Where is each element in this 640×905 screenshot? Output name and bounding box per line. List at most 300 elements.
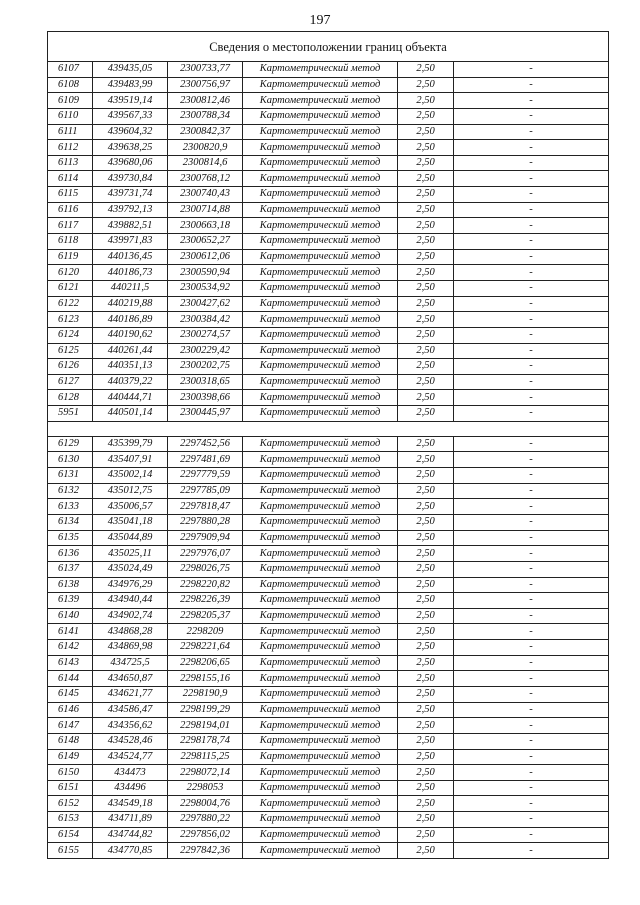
coord-x-cell: 440501,14 <box>93 406 168 422</box>
accuracy-cell: 2,50 <box>398 671 454 687</box>
point-number-cell: 6130 <box>48 452 93 468</box>
description-cell: - <box>454 202 609 218</box>
coord-x-cell: 439882,51 <box>93 218 168 234</box>
description-cell: - <box>454 62 609 78</box>
table-body <box>48 32 609 859</box>
point-number-cell: 6116 <box>48 202 93 218</box>
coord-x-cell: 434473 <box>93 765 168 781</box>
accuracy-cell: 2,50 <box>398 343 454 359</box>
description-cell: - <box>454 483 609 499</box>
table-row <box>48 561 609 577</box>
method-cell: Картометрический метод <box>243 718 398 734</box>
coord-x-cell: 434496 <box>93 780 168 796</box>
description-cell: - <box>454 452 609 468</box>
method-cell: Картометрический метод <box>243 843 398 859</box>
method-cell: Картометрический метод <box>243 733 398 749</box>
table-row <box>48 93 609 109</box>
table-row <box>48 249 609 265</box>
accuracy-cell: 2,50 <box>398 108 454 124</box>
method-cell: Картометрический метод <box>243 483 398 499</box>
coord-x-cell: 439604,32 <box>93 124 168 140</box>
coord-x-cell: 439680,06 <box>93 155 168 171</box>
accuracy-cell: 2,50 <box>398 780 454 796</box>
accuracy-cell: 2,50 <box>398 577 454 593</box>
accuracy-cell: 2,50 <box>398 608 454 624</box>
description-cell: - <box>454 359 609 375</box>
point-number-cell: 6153 <box>48 812 93 828</box>
point-number-cell: 6125 <box>48 343 93 359</box>
coord-y-cell: 2298205,37 <box>168 608 243 624</box>
coord-x-cell: 435025,11 <box>93 546 168 562</box>
point-number-cell: 6151 <box>48 780 93 796</box>
description-cell: - <box>454 843 609 859</box>
table-row <box>48 499 609 515</box>
coord-y-cell: 2298206,65 <box>168 655 243 671</box>
accuracy-cell: 2,50 <box>398 359 454 375</box>
coord-y-cell: 2300733,77 <box>168 62 243 78</box>
coord-x-cell: 434528,46 <box>93 733 168 749</box>
method-cell: Картометрический метод <box>243 343 398 359</box>
point-number-cell: 6140 <box>48 608 93 624</box>
table-row <box>48 702 609 718</box>
method-cell: Картометрический метод <box>243 436 398 452</box>
description-cell: - <box>454 436 609 452</box>
coord-y-cell: 2297818,47 <box>168 499 243 515</box>
accuracy-cell: 2,50 <box>398 546 454 562</box>
table-row <box>48 765 609 781</box>
coord-y-cell: 2300427,62 <box>168 296 243 312</box>
accuracy-cell: 2,50 <box>398 202 454 218</box>
table-row <box>48 749 609 765</box>
accuracy-cell: 2,50 <box>398 499 454 515</box>
coord-x-cell: 440219,88 <box>93 296 168 312</box>
coord-y-cell: 2297909,94 <box>168 530 243 546</box>
method-cell: Картометрический метод <box>243 327 398 343</box>
accuracy-cell: 2,50 <box>398 187 454 203</box>
table-row <box>48 218 609 234</box>
method-cell: Картометрический метод <box>243 796 398 812</box>
method-cell: Картометрический метод <box>243 249 398 265</box>
table-row <box>48 593 609 609</box>
accuracy-cell: 2,50 <box>398 390 454 406</box>
table-row <box>48 624 609 640</box>
point-number-cell: 6136 <box>48 546 93 562</box>
method-cell: Картометрический метод <box>243 218 398 234</box>
coord-x-cell: 434586,47 <box>93 702 168 718</box>
description-cell: - <box>454 530 609 546</box>
point-number-cell: 6115 <box>48 187 93 203</box>
coord-x-cell: 440261,44 <box>93 343 168 359</box>
coord-y-cell: 2298178,74 <box>168 733 243 749</box>
table-row <box>48 187 609 203</box>
table-row <box>48 452 609 468</box>
method-cell: Картометрический метод <box>243 124 398 140</box>
point-number-cell: 6126 <box>48 359 93 375</box>
coord-y-cell: 2300274,57 <box>168 327 243 343</box>
table-row <box>48 671 609 687</box>
table-row <box>48 312 609 328</box>
method-cell: Картометрический метод <box>243 749 398 765</box>
coord-x-cell: 440186,73 <box>93 265 168 281</box>
method-cell: Картометрический метод <box>243 655 398 671</box>
description-cell: - <box>454 718 609 734</box>
point-number-cell: 6108 <box>48 77 93 93</box>
point-number-cell: 6132 <box>48 483 93 499</box>
description-cell: - <box>454 406 609 422</box>
accuracy-cell: 2,50 <box>398 93 454 109</box>
accuracy-cell: 2,50 <box>398 827 454 843</box>
method-cell: Картометрический метод <box>243 593 398 609</box>
coord-x-cell: 440351,13 <box>93 359 168 375</box>
coord-y-cell: 2297856,02 <box>168 827 243 843</box>
table-row <box>48 733 609 749</box>
coord-y-cell: 2300534,92 <box>168 280 243 296</box>
accuracy-cell: 2,50 <box>398 140 454 156</box>
point-number-cell: 6120 <box>48 265 93 281</box>
table-row <box>48 655 609 671</box>
coord-y-cell: 2297779,59 <box>168 468 243 484</box>
coord-y-cell: 2300814,6 <box>168 155 243 171</box>
method-cell: Картометрический метод <box>243 187 398 203</box>
accuracy-cell: 2,50 <box>398 530 454 546</box>
accuracy-cell: 2,50 <box>398 374 454 390</box>
coord-y-cell: 2300788,34 <box>168 108 243 124</box>
coord-x-cell: 439638,25 <box>93 140 168 156</box>
description-cell: - <box>454 827 609 843</box>
accuracy-cell: 2,50 <box>398 686 454 702</box>
point-number-cell: 6152 <box>48 796 93 812</box>
coord-y-cell: 2298221,64 <box>168 640 243 656</box>
accuracy-cell: 2,50 <box>398 124 454 140</box>
coord-y-cell: 2298194,01 <box>168 718 243 734</box>
description-cell: - <box>454 187 609 203</box>
method-cell: Картометрический метод <box>243 140 398 156</box>
coord-x-cell: 434725,5 <box>93 655 168 671</box>
point-number-cell: 6107 <box>48 62 93 78</box>
coord-x-cell: 434744,82 <box>93 827 168 843</box>
method-cell: Картометрический метод <box>243 234 398 250</box>
point-number-cell: 6154 <box>48 827 93 843</box>
coord-x-cell: 439731,74 <box>93 187 168 203</box>
coord-x-cell: 434940,44 <box>93 593 168 609</box>
description-cell: - <box>454 77 609 93</box>
description-cell: - <box>454 265 609 281</box>
coord-y-cell: 2298220,82 <box>168 577 243 593</box>
table-row <box>48 468 609 484</box>
accuracy-cell: 2,50 <box>398 327 454 343</box>
coord-y-cell: 2297976,07 <box>168 546 243 562</box>
coord-y-cell: 2300612,06 <box>168 249 243 265</box>
coord-y-cell: 2300318,65 <box>168 374 243 390</box>
method-cell: Картометрический метод <box>243 765 398 781</box>
method-cell: Картометрический метод <box>243 312 398 328</box>
coord-y-cell: 2297785,09 <box>168 483 243 499</box>
accuracy-cell: 2,50 <box>398 62 454 78</box>
accuracy-cell: 2,50 <box>398 312 454 328</box>
table-row <box>48 812 609 828</box>
point-number-cell: 6127 <box>48 374 93 390</box>
method-cell: Картометрический метод <box>243 93 398 109</box>
coord-x-cell: 440186,89 <box>93 312 168 328</box>
method-cell: Картометрический метод <box>243 812 398 828</box>
coord-x-cell: 434868,28 <box>93 624 168 640</box>
coord-y-cell: 2300768,12 <box>168 171 243 187</box>
method-cell: Картометрический метод <box>243 77 398 93</box>
point-number-cell: 6134 <box>48 514 93 530</box>
coord-y-cell: 2298004,76 <box>168 796 243 812</box>
method-cell: Картометрический метод <box>243 702 398 718</box>
description-cell: - <box>454 499 609 515</box>
description-cell: - <box>454 733 609 749</box>
description-cell: - <box>454 249 609 265</box>
method-cell: Картометрический метод <box>243 686 398 702</box>
method-cell: Картометрический метод <box>243 671 398 687</box>
table-row <box>48 530 609 546</box>
description-cell: - <box>454 655 609 671</box>
method-cell: Картометрический метод <box>243 514 398 530</box>
coord-y-cell: 2297880,28 <box>168 514 243 530</box>
table-row <box>48 343 609 359</box>
description-cell: - <box>454 171 609 187</box>
coord-y-cell: 2300229,42 <box>168 343 243 359</box>
coord-x-cell: 435006,57 <box>93 499 168 515</box>
description-cell: - <box>454 280 609 296</box>
table-row <box>48 514 609 530</box>
table-row <box>48 124 609 140</box>
coord-x-cell: 435002,14 <box>93 468 168 484</box>
accuracy-cell: 2,50 <box>398 77 454 93</box>
table-row <box>48 234 609 250</box>
accuracy-cell: 2,50 <box>398 406 454 422</box>
description-cell: - <box>454 624 609 640</box>
coord-y-cell: 2300398,66 <box>168 390 243 406</box>
point-number-cell: 6143 <box>48 655 93 671</box>
method-cell: Картометрический метод <box>243 577 398 593</box>
table-row <box>48 546 609 562</box>
accuracy-cell: 2,50 <box>398 483 454 499</box>
boundary-coordinates-table <box>47 31 609 859</box>
coord-y-cell: 2300652,27 <box>168 234 243 250</box>
method-cell: Картометрический метод <box>243 390 398 406</box>
description-cell: - <box>454 155 609 171</box>
table-row <box>48 718 609 734</box>
table-title: Сведения о местоположении границ объекта <box>48 32 609 62</box>
coord-y-cell: 2298026,75 <box>168 561 243 577</box>
description-cell: - <box>454 671 609 687</box>
coord-y-cell: 2300812,46 <box>168 93 243 109</box>
method-cell: Картометрический метод <box>243 296 398 312</box>
point-number-cell: 6119 <box>48 249 93 265</box>
point-number-cell: 6112 <box>48 140 93 156</box>
page-number: 197 <box>309 13 331 28</box>
coord-y-cell: 2297481,69 <box>168 452 243 468</box>
coord-x-cell: 435407,91 <box>93 452 168 468</box>
point-number-cell: 6145 <box>48 686 93 702</box>
table-row <box>48 686 609 702</box>
coord-x-cell: 434976,29 <box>93 577 168 593</box>
table-row <box>48 77 609 93</box>
method-cell: Картометрический метод <box>243 108 398 124</box>
method-cell: Картометрический метод <box>243 546 398 562</box>
table-row <box>48 296 609 312</box>
coord-x-cell: 434356,62 <box>93 718 168 734</box>
point-number-cell: 6137 <box>48 561 93 577</box>
method-cell: Картометрический метод <box>243 359 398 375</box>
table-row <box>48 780 609 796</box>
accuracy-cell: 2,50 <box>398 796 454 812</box>
description-cell: - <box>454 514 609 530</box>
coord-x-cell: 440211,5 <box>93 280 168 296</box>
description-cell: - <box>454 593 609 609</box>
point-number-cell: 6144 <box>48 671 93 687</box>
point-number-cell: 5951 <box>48 406 93 422</box>
description-cell: - <box>454 218 609 234</box>
method-cell: Картометрический метод <box>243 530 398 546</box>
point-number-cell: 6118 <box>48 234 93 250</box>
coord-y-cell: 2297452,56 <box>168 436 243 452</box>
coord-y-cell: 2300384,42 <box>168 312 243 328</box>
description-cell: - <box>454 546 609 562</box>
table-row <box>48 280 609 296</box>
coord-x-cell: 435044,89 <box>93 530 168 546</box>
point-number-cell: 6123 <box>48 312 93 328</box>
accuracy-cell: 2,50 <box>398 765 454 781</box>
accuracy-cell: 2,50 <box>398 655 454 671</box>
accuracy-cell: 2,50 <box>398 436 454 452</box>
coord-y-cell: 2297880,22 <box>168 812 243 828</box>
method-cell: Картометрический метод <box>243 468 398 484</box>
table-row <box>48 436 609 452</box>
point-number-cell: 6149 <box>48 749 93 765</box>
table-row <box>48 327 609 343</box>
accuracy-cell: 2,50 <box>398 155 454 171</box>
description-cell: - <box>454 577 609 593</box>
description-cell: - <box>454 468 609 484</box>
description-cell: - <box>454 124 609 140</box>
coord-x-cell: 439792,13 <box>93 202 168 218</box>
separator-cell <box>48 421 609 436</box>
coord-x-cell: 440379,22 <box>93 374 168 390</box>
description-cell: - <box>454 374 609 390</box>
description-cell: - <box>454 234 609 250</box>
table-row <box>48 359 609 375</box>
point-number-cell: 6111 <box>48 124 93 140</box>
method-cell: Картометрический метод <box>243 280 398 296</box>
accuracy-cell: 2,50 <box>398 234 454 250</box>
accuracy-cell: 2,50 <box>398 171 454 187</box>
accuracy-cell: 2,50 <box>398 812 454 828</box>
method-cell: Картометрический метод <box>243 374 398 390</box>
method-cell: Картометрический метод <box>243 499 398 515</box>
coord-y-cell: 2300445,97 <box>168 406 243 422</box>
coord-x-cell: 439435,05 <box>93 62 168 78</box>
description-cell: - <box>454 812 609 828</box>
point-number-cell: 6113 <box>48 155 93 171</box>
method-cell: Картометрический метод <box>243 640 398 656</box>
table-row <box>48 406 609 422</box>
coord-x-cell: 434621,77 <box>93 686 168 702</box>
description-cell: - <box>454 561 609 577</box>
method-cell: Картометрический метод <box>243 608 398 624</box>
coord-x-cell: 435041,18 <box>93 514 168 530</box>
coord-x-cell: 440136,45 <box>93 249 168 265</box>
method-cell: Картометрический метод <box>243 561 398 577</box>
table-row <box>48 796 609 812</box>
coord-x-cell: 434902,74 <box>93 608 168 624</box>
table-row <box>48 171 609 187</box>
coord-y-cell: 2300202,75 <box>168 359 243 375</box>
description-cell: - <box>454 296 609 312</box>
accuracy-cell: 2,50 <box>398 749 454 765</box>
coord-x-cell: 439730,84 <box>93 171 168 187</box>
coord-y-cell: 2300756,97 <box>168 77 243 93</box>
table-row <box>48 62 609 78</box>
method-cell: Картометрический метод <box>243 827 398 843</box>
table-row <box>48 140 609 156</box>
description-cell: - <box>454 640 609 656</box>
group-separator-row <box>48 421 609 436</box>
coord-y-cell: 2300740,43 <box>168 187 243 203</box>
coord-x-cell: 435024,49 <box>93 561 168 577</box>
method-cell: Картометрический метод <box>243 624 398 640</box>
accuracy-cell: 2,50 <box>398 296 454 312</box>
coord-y-cell: 2300820,9 <box>168 140 243 156</box>
method-cell: Картометрический метод <box>243 780 398 796</box>
point-number-cell: 6155 <box>48 843 93 859</box>
coord-y-cell: 2298199,29 <box>168 702 243 718</box>
coord-y-cell: 2298209 <box>168 624 243 640</box>
coord-x-cell: 435399,79 <box>93 436 168 452</box>
point-number-cell: 6133 <box>48 499 93 515</box>
description-cell: - <box>454 312 609 328</box>
coord-y-cell: 2298190,9 <box>168 686 243 702</box>
method-cell: Картометрический метод <box>243 155 398 171</box>
accuracy-cell: 2,50 <box>398 280 454 296</box>
accuracy-cell: 2,50 <box>398 718 454 734</box>
point-number-cell: 6129 <box>48 436 93 452</box>
description-cell: - <box>454 608 609 624</box>
coord-y-cell: 2300590,94 <box>168 265 243 281</box>
description-cell: - <box>454 702 609 718</box>
table-row <box>48 483 609 499</box>
accuracy-cell: 2,50 <box>398 640 454 656</box>
table-row <box>48 374 609 390</box>
coord-x-cell: 434869,98 <box>93 640 168 656</box>
accuracy-cell: 2,50 <box>398 593 454 609</box>
coord-x-cell: 439971,83 <box>93 234 168 250</box>
point-number-cell: 6122 <box>48 296 93 312</box>
accuracy-cell: 2,50 <box>398 843 454 859</box>
coord-y-cell: 2298226,39 <box>168 593 243 609</box>
table-row <box>48 155 609 171</box>
point-number-cell: 6150 <box>48 765 93 781</box>
accuracy-cell: 2,50 <box>398 452 454 468</box>
coord-x-cell: 439483,99 <box>93 77 168 93</box>
method-cell: Картометрический метод <box>243 406 398 422</box>
point-number-cell: 6121 <box>48 280 93 296</box>
coord-y-cell: 2300663,18 <box>168 218 243 234</box>
coord-y-cell: 2300842,37 <box>168 124 243 140</box>
accuracy-cell: 2,50 <box>398 514 454 530</box>
coord-x-cell: 434524,77 <box>93 749 168 765</box>
accuracy-cell: 2,50 <box>398 265 454 281</box>
point-number-cell: 6131 <box>48 468 93 484</box>
accuracy-cell: 2,50 <box>398 702 454 718</box>
coord-x-cell: 434770,85 <box>93 843 168 859</box>
description-cell: - <box>454 343 609 359</box>
description-cell: - <box>454 93 609 109</box>
coord-x-cell: 434711,89 <box>93 812 168 828</box>
